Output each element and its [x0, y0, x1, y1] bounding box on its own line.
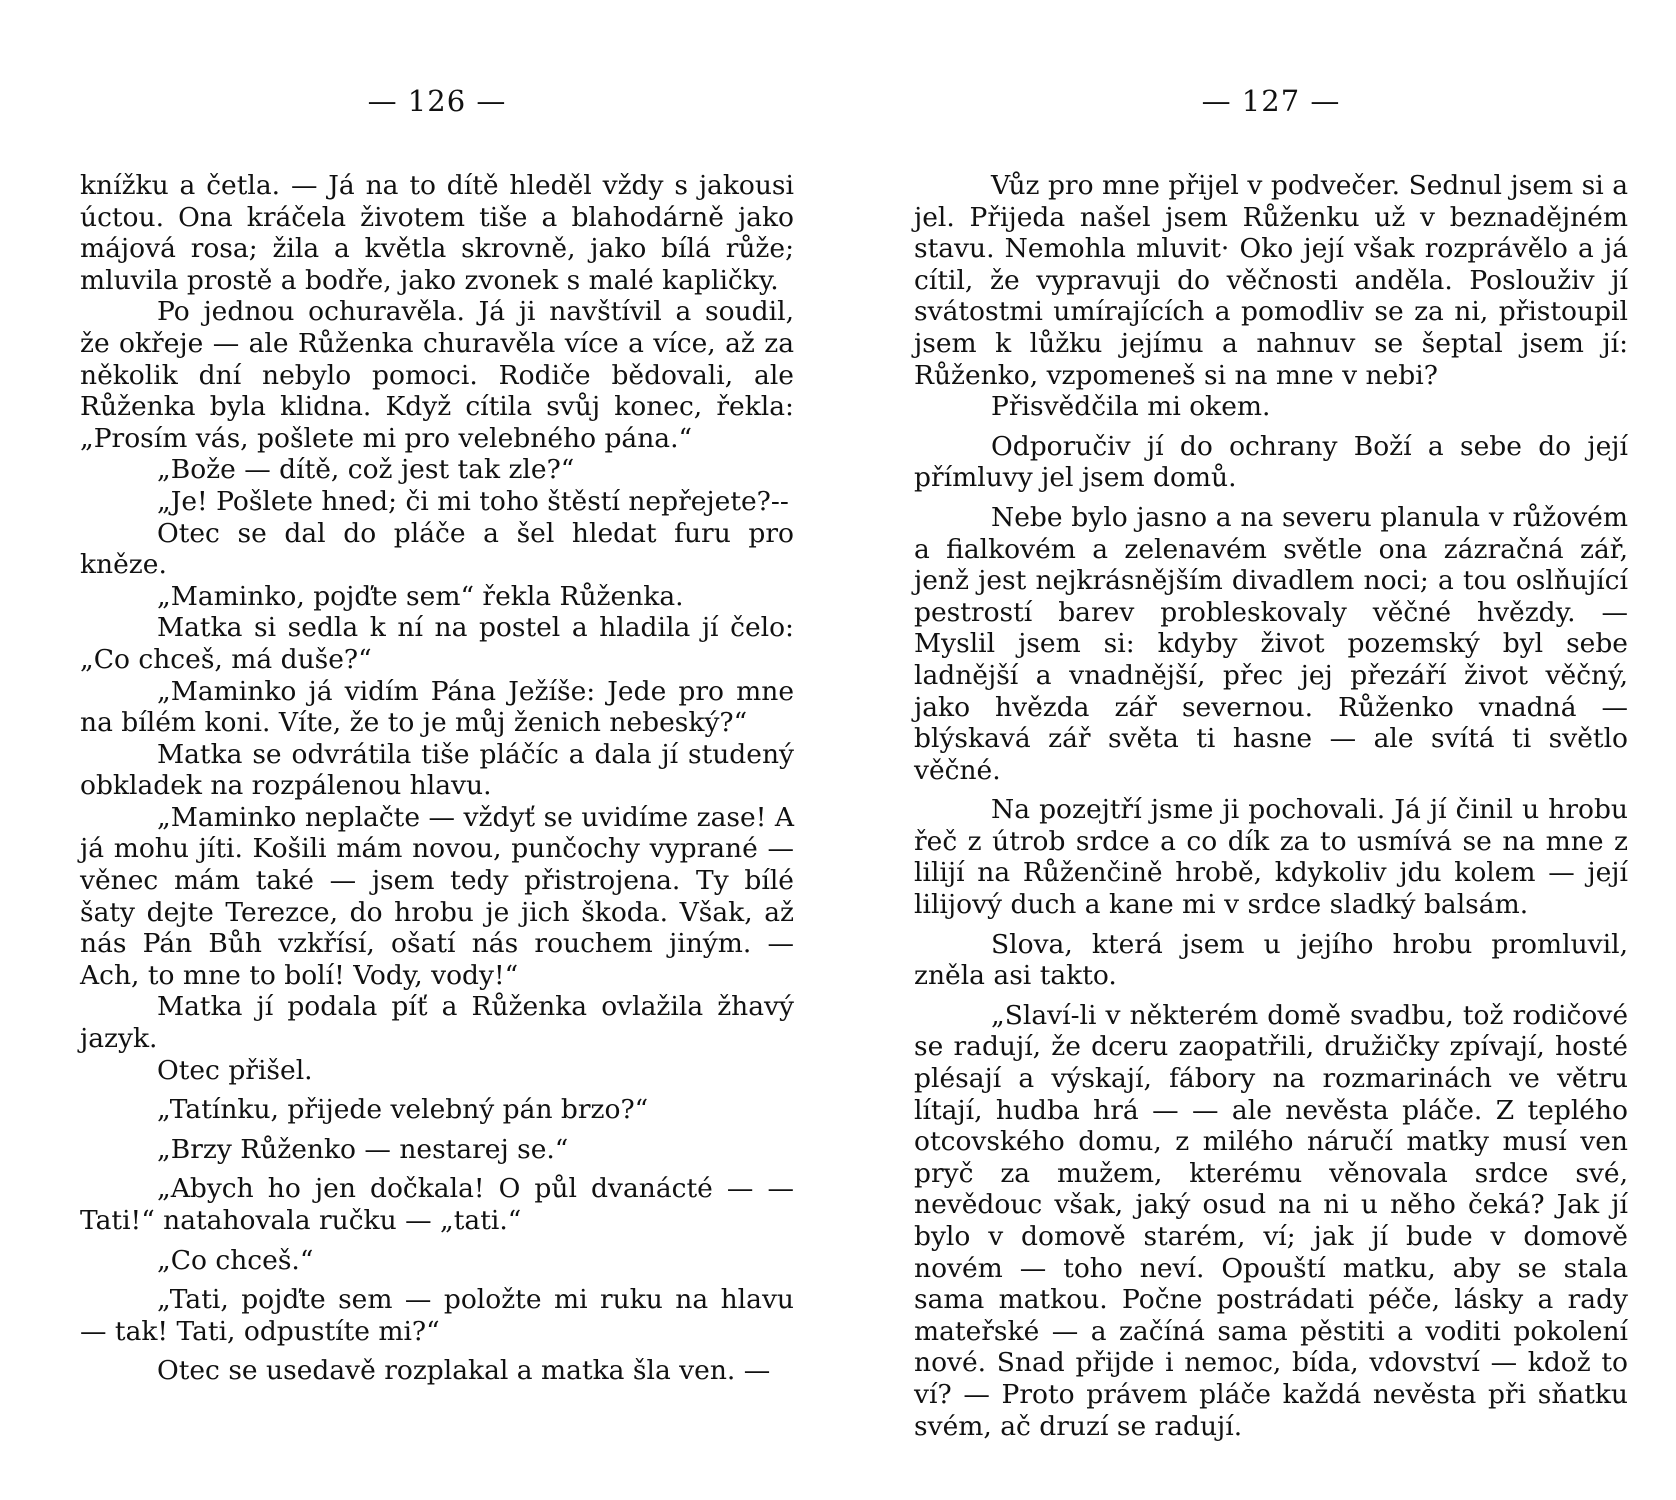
paragraph: „Co chceš.“ — [157, 1244, 314, 1276]
left-page — [80, 84, 794, 1387]
left-page-number: — 126 — — [367, 84, 507, 118]
paragraph: „Maminko já vidím Pána Ježíše: Jede pro mne na bílém koni. Víte, že to je můj ženich nebeský?“ — [80, 675, 794, 739]
paragraph: „Tatínku, přijede velebný pán brzo?“ — [157, 1094, 649, 1126]
paragraph: „Brzy Růženko — nestarej se.“ — [157, 1133, 569, 1165]
paragraph: „Tati, pojďte sem — položte mi ruku na hlavu — tak! Tati, odpustíte mi?“ — [80, 1284, 794, 1347]
paragraph: Po jednou ochuravěla. Já ji navštívil a soudil, že okřeje — ale Růženka churavěla více a více, až za několik dní nebylo pomoci. Rodiče bědovali, ale Růženka byla klidna. Když cítila svůj konec, řekla: „Prosím vás, pošlete mi pro velebného pána.“ — [80, 296, 794, 454]
paragraph: „Je! Pošlete hned; či mi toho štěstí nepřejete?-- — [157, 485, 789, 517]
paragraph: Otec se dal do pláče a šel hledat furu pro kněze. — [80, 517, 794, 581]
left-page-text — [80, 170, 794, 1387]
paragraph: Nebe bylo jasno a na severu planula v růžovém a fialkovém a zelenavém světle ona zázračná zář, jenž jest nejkrásnějším divadlem noci; a tou oslňující pestrostí barev probleskovaly věčné hvězdy. — Myslil jsem si: kdyby život pozemský byl sebe ladnější a vnadnější, přec jej přezáří život věčný, jako hvězda zář severnou. Růženko vnadná — blýskavá zář světa ti hasne — ale svítá ti světlo věčné. — [914, 501, 1628, 786]
paragraph: Otec přišel. — [157, 1054, 313, 1086]
paragraph: Matka se odvrátila tiše pláčíc a dala jí studený obkladek na rozpálenou hlavu. — [80, 738, 794, 802]
paragraph: „Bože — dítě, což jest tak zle?“ — [157, 454, 575, 486]
paragraph: Přisvědčila mi okem. — [991, 391, 1271, 423]
paragraph: Slova, která jsem u jejího hrobu promluvil, zněla asi takto. — [914, 928, 1628, 992]
right-page-number: — 127 — — [1201, 84, 1341, 118]
paragraph: „Maminko, pojďte sem“ řekla Růženka. — [157, 580, 684, 612]
paragraph: Otec se usedavě rozplakal a matka šla ven. — — [157, 1355, 771, 1387]
paragraph: Vůz pro mne přijel v podvečer. Sednul jsem si a jel. Přijeda našel jsem Růženku už v beznadějném stavu. Nemohla mluvit· Oko její však rozprávělo a já cítil, že vypravuji do věčnosti anděla. Poslouživ jí svátostmi umírajících a pomodliv se za ni, přistoupil jsem k lůžku jejímu a nahnuv se šeptal jsem jí: Růženko, vzpomeneš si na mne v nebi? — [914, 170, 1628, 391]
right-page-text — [914, 170, 1628, 1442]
paragraph: „Slaví-li v některém domě svadbu, tož rodičové se radují, že dceru zaopatřili, družičky zpívají, hosté plésají a výskají, fábory na rozmarinách ve větru lítají, hudba hrá — — ale nevěsta pláče. Z teplého otcovského domu, z milého náručí matky musí ven pryč za mužem, kterému věnovala srdce své, nevědouc však, jaký osud na ni u něho čeká? Jak jí bylo v domově starém, ví; jak jí bude v domově novém — toho neví. Opouští matku, aby se stala sama matkou. Počne postrádati péče, lásky a rady mateřské — a začíná sama pěstiti a voditi pokolení nové. Snad přijde i nemoc, bída, vdovství — kdož to ví? — Proto právem pláče každá nevěsta při sňatku svém, ač druzí se radují. — [914, 999, 1628, 1442]
right-page — [914, 84, 1628, 1442]
paragraph: Matka jí podala píť a Růženka ovlažila žhavý jazyk. — [80, 991, 794, 1055]
paragraph: Matka si sedla k ní na postel a hladila jí čelo: „Co chceš, má duše?“ — [80, 612, 794, 675]
paragraph: „Maminko neplačte — vždyť se uvidíme zase! A já mohu jíti. Košili mám novou, punčochy vyprané — věnec mám také — jsem tedy přistrojena. Ty bílé šaty dejte Terezce, do hrobu je jich škoda. Však, až nás Pán Bůh vzkřísí, ošatí nás rouchem jiným. — Ach, to mne to bolí! Vody, vody!“ — [80, 801, 794, 991]
paragraph: „Abych ho jen dočkala! O půl dvanácté — — Tati!“ natahovala ručku — „tati.“ — [80, 1173, 794, 1236]
paragraph: Odporučiv jí do ochrany Boží a sebe do její přímluvy jel jsem domů. — [914, 430, 1628, 494]
paragraph: knížku a četla. — Já na to dítě hleděl vždy s jakousi úctou. Ona kráčela životem tiše a blahodárně jako májová rosa; žila a květla skrovně, jako bílá růže; mluvila prostě a bodře, jako zvonek s malé kapličky. — [80, 170, 794, 296]
paragraph: Na pozejtří jsme ji pochovali. Já jí činil u hrobu řeč z útrob srdce a co dík za to usmívá se na mne z lilijí na Růženčině hrobě, kdykoliv jdu kolem — její lilijový duch a kane mi v srdce sladký balsám. — [914, 794, 1628, 921]
